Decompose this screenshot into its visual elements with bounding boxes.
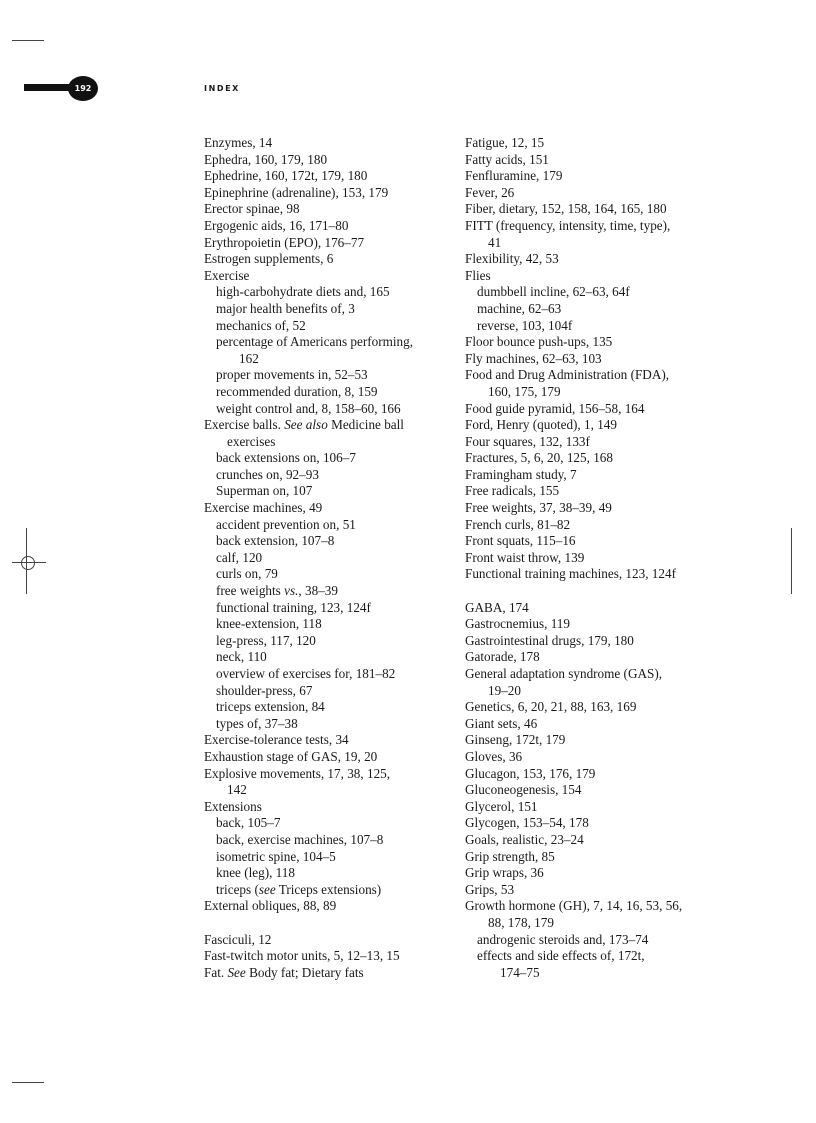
index-subentry [204, 334, 454, 367]
index-entry [465, 517, 715, 534]
entry-text: GABA, 174 [465, 599, 529, 615]
entry-text: Grips, 53 [465, 881, 515, 897]
entry-cross-reference: See [227, 964, 246, 980]
entry-text: percentage of Americans performing, [216, 334, 413, 350]
index-entry [204, 268, 454, 285]
entry-text: Free radicals, 155 [465, 483, 560, 499]
entry-text: Gastrointestinal drugs, 179, 180 [465, 632, 634, 648]
entry-cross-reference: vs. [284, 583, 299, 599]
entry-text: Extensions [204, 798, 262, 814]
entry-text: , 38–39 [298, 583, 338, 599]
index-subentry [204, 367, 454, 384]
entry-text: Flies [465, 267, 491, 283]
index-entry [204, 766, 454, 799]
entry-continuation: 19–20 [488, 682, 521, 698]
index-subentry [465, 284, 715, 301]
index-entry [465, 251, 715, 268]
entry-text: Functional training machines, 123, 124f [465, 566, 676, 582]
entry-text: reverse, 103, 104f [477, 317, 573, 333]
index-entry [465, 815, 715, 832]
entry-continuation: 41 [488, 234, 502, 250]
index-entry [465, 550, 715, 567]
index-entry [465, 882, 715, 899]
entry-cross-reference: See also [284, 417, 328, 433]
index-entry [465, 185, 715, 202]
entry-text: crunches on, 92–93 [216, 466, 319, 482]
entry-text: Estrogen supplements, 6 [204, 251, 334, 267]
crop-mark-bottom-left [12, 1082, 44, 1083]
entry-text: Grip strength, 85 [465, 848, 555, 864]
entry-text: neck, 110 [216, 649, 267, 665]
index-entry [465, 367, 715, 400]
entry-text: Flexibility, 42, 53 [465, 251, 559, 267]
index-subentry [204, 815, 454, 832]
entry-text: shoulder-press, 67 [216, 682, 313, 698]
index-entry [204, 251, 454, 268]
entry-text: Fiber, dietary, 152, 158, 164, 165, 180 [465, 201, 667, 217]
entry-text: Gloves, 36 [465, 748, 523, 764]
page-number: 192 [68, 76, 98, 101]
index-entry [465, 600, 715, 617]
entry-text: Fever, 26 [465, 184, 515, 200]
entry-text: curls on, 79 [216, 566, 278, 582]
entry-text: Framingham study, 7 [465, 466, 577, 482]
index-entry [465, 483, 715, 500]
entry-text: Floor bounce push-ups, 135 [465, 334, 613, 350]
entry-text: Exercise [204, 267, 250, 283]
index-subentry [204, 318, 454, 335]
index-subentry [465, 301, 715, 318]
entry-text: Four squares, 132, 133f [465, 433, 590, 449]
entry-text: knee-extension, 118 [216, 616, 322, 632]
entry-text: Fractures, 5, 6, 20, 125, 168 [465, 450, 613, 466]
index-entry [204, 948, 454, 965]
entry-text: French curls, 81–82 [465, 516, 571, 532]
entry-text: mechanics of, 52 [216, 317, 306, 333]
index-entry [204, 932, 454, 949]
index-entry [465, 898, 715, 931]
index-entry [465, 417, 715, 434]
entry-text: Epinephrine (adrenaline), 153, 179 [204, 184, 389, 200]
index-entry [204, 168, 454, 185]
index-entry [465, 849, 715, 866]
entry-text: triceps ( [216, 881, 259, 897]
entry-text: Fast-twitch motor units, 5, 12–13, 15 [204, 948, 400, 964]
crop-mark-top-left [12, 40, 44, 41]
entry-text: weight control and, 8, 158–60, 166 [216, 400, 401, 416]
entry-text: machine, 62–63 [477, 300, 562, 316]
entry-text: proper movements in, 52–53 [216, 367, 368, 383]
index-entry [465, 666, 715, 699]
registration-mark-circle [21, 556, 35, 570]
entry-text: back, exercise machines, 107–8 [216, 831, 384, 847]
entry-text: Front waist throw, 139 [465, 549, 585, 565]
entry-text: back extensions on, 106–7 [216, 450, 356, 466]
index-entry [204, 135, 454, 152]
index-subentry [204, 849, 454, 866]
entry-cross-reference: see [258, 881, 276, 897]
index-subentry [204, 401, 454, 418]
entry-text: Gastrocnemius, 119 [465, 616, 570, 632]
letter-group-spacer [465, 583, 715, 600]
entry-text: Genetics, 6, 20, 21, 88, 163, 169 [465, 699, 637, 715]
entry-text: Giant sets, 46 [465, 715, 538, 731]
index-entry [465, 749, 715, 766]
entry-text: Exhaustion stage of GAS, 19, 20 [204, 748, 378, 764]
entry-text: Ephedrine, 160, 172t, 179, 180 [204, 168, 368, 184]
entry-text: Goals, realistic, 23–24 [465, 831, 584, 847]
index-entry [465, 218, 715, 251]
entry-text: Exercise-tolerance tests, 34 [204, 732, 349, 748]
index-entry [465, 716, 715, 733]
index-entry [204, 732, 454, 749]
index-entry [465, 533, 715, 550]
entry-text: Body fat; Dietary fats [245, 964, 364, 980]
entry-text: Fatty acids, 151 [465, 151, 549, 167]
entry-text: Free weights, 37, 38–39, 49 [465, 500, 612, 516]
entry-continuation: 142 [227, 782, 247, 798]
index-subentry [204, 467, 454, 484]
index-subentry [204, 384, 454, 401]
entry-text: high-carbohydrate diets and, 165 [216, 284, 390, 300]
entry-continuation: exercises [227, 433, 276, 449]
entry-text: Grip wraps, 36 [465, 865, 544, 881]
entry-text: Ephedra, 160, 179, 180 [204, 151, 328, 167]
index-entry [465, 351, 715, 368]
entry-text: knee (leg), 118 [216, 865, 295, 881]
entry-text: Glucagon, 153, 176, 179 [465, 765, 596, 781]
entry-text: recommended duration, 8, 159 [216, 383, 378, 399]
index-entry [204, 799, 454, 816]
index-entry [204, 185, 454, 202]
entry-text: isometric spine, 104–5 [216, 848, 336, 864]
index-column-left [204, 135, 454, 981]
entry-text: Fly machines, 62–63, 103 [465, 350, 602, 366]
index-entry [465, 467, 715, 484]
entry-text: effects and side effects of, 172t, [477, 948, 645, 964]
index-entry [204, 417, 454, 450]
entry-continuation: 88, 178, 179 [488, 914, 554, 930]
index-subentry [204, 649, 454, 666]
index-subentry [204, 533, 454, 550]
entry-text: dumbbell incline, 62–63, 64f [477, 284, 630, 300]
index-entry [465, 334, 715, 351]
entry-text: back extension, 107–8 [216, 533, 335, 549]
index-subentry [204, 600, 454, 617]
entry-continuation: 162 [239, 350, 259, 366]
index-subentry [204, 550, 454, 567]
index-entry [465, 434, 715, 451]
index-entry [465, 500, 715, 517]
entry-text: functional training, 123, 124f [216, 599, 371, 615]
index-entry [204, 749, 454, 766]
entry-text: back, 105–7 [216, 815, 281, 831]
index-subentry [204, 566, 454, 583]
index-entry [465, 450, 715, 467]
entry-text: Front squats, 115–16 [465, 533, 576, 549]
index-subentry [204, 865, 454, 882]
entry-text: accident prevention on, 51 [216, 516, 356, 532]
entry-text: Exercise balls. [204, 417, 285, 433]
entry-text: Fatigue, 12, 15 [465, 135, 545, 150]
entry-text: major health benefits of, 3 [216, 300, 355, 316]
index-entry [204, 235, 454, 252]
entry-text: triceps extension, 84 [216, 699, 325, 715]
entry-text: Fasciculi, 12 [204, 931, 272, 947]
index-entry [465, 832, 715, 849]
entry-text: Enzymes, 14 [204, 135, 273, 150]
index-subentry [204, 683, 454, 700]
entry-text: General adaptation syndrome (GAS), [465, 666, 663, 681]
index-entry [465, 566, 715, 583]
entry-text: Food guide pyramid, 156–58, 164 [465, 400, 645, 416]
entry-text: Glycerol, 151 [465, 798, 538, 814]
index-entry [204, 898, 454, 915]
index-entry [204, 152, 454, 169]
index-subentry [465, 948, 715, 981]
entry-text: types of, 37–38 [216, 715, 298, 731]
entry-text: Superman on, 107 [216, 483, 313, 499]
entry-text: Glycogen, 153–54, 178 [465, 815, 589, 831]
crop-mark-right-edge [791, 528, 792, 594]
index-entry [204, 500, 454, 517]
index-entry [465, 401, 715, 418]
index-subentry [465, 932, 715, 949]
entry-text: Ford, Henry (quoted), 1, 149 [465, 417, 617, 433]
index-subentry [204, 832, 454, 849]
entry-text: calf, 120 [216, 549, 263, 565]
index-subentry [204, 716, 454, 733]
index-entry [465, 649, 715, 666]
index-entry [465, 699, 715, 716]
entry-text: Gluconeogenesis, 154 [465, 782, 582, 798]
index-subentry [204, 616, 454, 633]
index-entry [465, 135, 715, 152]
index-subentry [204, 583, 454, 600]
letter-group-spacer [204, 915, 454, 932]
entry-text: overview of exercises for, 181–82 [216, 666, 396, 681]
index-entry [204, 965, 454, 982]
index-entry [465, 782, 715, 799]
index-entry [465, 865, 715, 882]
index-entry [465, 201, 715, 218]
entry-text: Gatorade, 178 [465, 649, 540, 665]
entry-text: FITT (frequency, intensity, time, type), [465, 217, 671, 233]
entry-text: Ergogenic aids, 16, 171–80 [204, 217, 349, 233]
entry-text: Explosive movements, 17, 38, 125, [204, 765, 391, 781]
index-entry [465, 168, 715, 185]
entry-continuation: 160, 175, 179 [488, 383, 561, 399]
index-subentry [204, 483, 454, 500]
entry-text: Erector spinae, 98 [204, 201, 300, 217]
entry-text: External obliques, 88, 89 [204, 898, 337, 914]
entry-text: Fat. [204, 964, 228, 980]
index-subentry [204, 301, 454, 318]
entry-text: leg-press, 117, 120 [216, 632, 316, 648]
index-entry [465, 268, 715, 285]
index-entry [204, 201, 454, 218]
index-entry [465, 616, 715, 633]
index-subentry [204, 517, 454, 534]
entry-text: androgenic steroids and, 173–74 [477, 931, 649, 947]
index-entry [465, 732, 715, 749]
index-subentry [465, 318, 715, 335]
entry-text: Ginseng, 172t, 179 [465, 732, 566, 748]
entry-continuation: 174–75 [500, 964, 540, 980]
entry-text: Triceps extensions) [275, 881, 382, 897]
entry-text: Food and Drug Administration (FDA), [465, 367, 670, 383]
index-entry [204, 218, 454, 235]
entry-text: Medicine ball [327, 417, 404, 433]
index-subentry [204, 284, 454, 301]
entry-text: Erythropoietin (EPO), 176–77 [204, 234, 365, 250]
index-entry [465, 633, 715, 650]
index-subentry [204, 450, 454, 467]
index-entry [465, 766, 715, 783]
running-head: INDEX [204, 84, 240, 93]
entry-text: Exercise machines, 49 [204, 500, 323, 516]
entry-text: Fenfluramine, 179 [465, 168, 563, 184]
index-entry [465, 152, 715, 169]
index-column-right [465, 135, 715, 981]
entry-text: free weights [216, 583, 285, 599]
entry-text: Growth hormone (GH), 7, 14, 16, 53, 56, [465, 898, 683, 914]
index-subentry [204, 699, 454, 716]
index-subentry [204, 882, 454, 899]
index-entry [465, 799, 715, 816]
index-subentry [204, 633, 454, 650]
index-subentry [204, 666, 454, 683]
